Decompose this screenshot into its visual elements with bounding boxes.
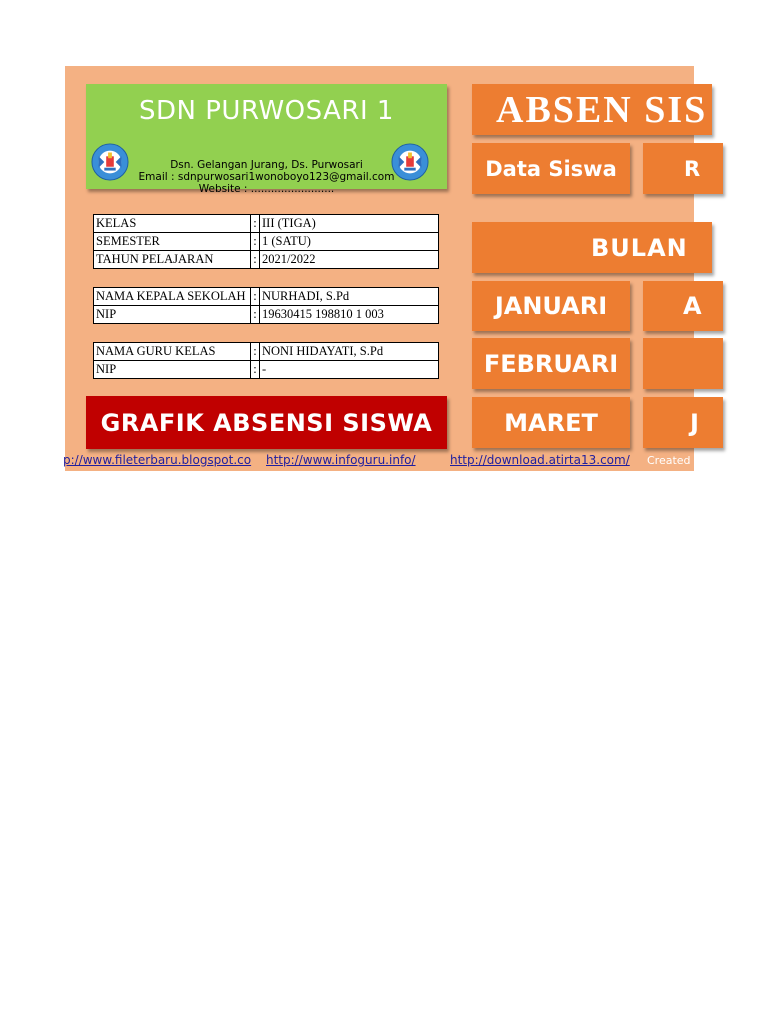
month-button-col2-row3[interactable]: J (643, 397, 723, 448)
row-label: NAMA KEPALA SEKOLAH (94, 288, 251, 306)
link-infoguru[interactable]: http://www.infoguru.info/ (266, 453, 416, 467)
school-website: Website : ......................... (198, 183, 335, 195)
school-address: Dsn. Gelangan Jurang, Ds. Purwosari (170, 159, 363, 171)
row-label: NAMA GURU KELAS (94, 343, 251, 361)
row-value[interactable]: III (TIGA) (260, 215, 439, 233)
table-row (94, 233, 439, 251)
tut-wuri-handayani-logo-right (391, 143, 429, 181)
row-separator: : (251, 343, 260, 361)
school-name: SDN PURWOSARI 1 (139, 96, 394, 126)
row-label: SEMESTER (94, 233, 251, 251)
grafik-absensi-button[interactable]: GRAFIK ABSENSI SISWA (86, 396, 447, 449)
tut-wuri-handayani-logo-left (91, 143, 129, 181)
row-label: KELAS (94, 215, 251, 233)
class-info-table (93, 214, 439, 269)
row-separator: : (251, 361, 260, 379)
row-value[interactable]: NONI HIDAYATI, S.Pd (260, 343, 439, 361)
row-separator: : (251, 306, 260, 324)
link-atirta13[interactable]: http://download.atirta13.com/ (450, 453, 630, 467)
teacher-info-table (93, 342, 439, 379)
table-row (94, 251, 439, 269)
table-row (94, 361, 439, 379)
bulan-header: BULAN (472, 222, 712, 273)
table-row (94, 288, 439, 306)
row-value[interactable]: 2021/2022 (260, 251, 439, 269)
data-siswa-button[interactable]: Data Siswa (472, 143, 630, 194)
row-separator: : (251, 288, 260, 306)
month-button-februari[interactable]: FEBRUARI (472, 338, 630, 389)
spreadsheet-sheet (63, 66, 708, 471)
row-separator: : (251, 251, 260, 269)
school-header-box (86, 84, 447, 195)
link-fileterbaru[interactable]: p://www.fileterbaru.blogspot.co (63, 453, 252, 467)
month-button-maret[interactable]: MARET (472, 397, 630, 448)
row-separator: : (251, 233, 260, 251)
school-email: Email : sdnpurwosari1wonoboyo123@gmail.com (138, 171, 395, 183)
month-button-col2-row2[interactable] (643, 338, 723, 389)
month-button-januari[interactable]: JANUARI (472, 281, 630, 331)
row-label: NIP (94, 306, 251, 324)
row-value[interactable]: 19630415 198810 1 003 (260, 306, 439, 324)
month-button-col2-row1[interactable]: A (643, 281, 723, 331)
headmaster-info-table (93, 287, 439, 324)
row-value[interactable]: - (260, 361, 439, 379)
created-label: Created (647, 454, 691, 467)
row-label: NIP (94, 361, 251, 379)
row-value[interactable]: NURHADI, S.Pd (260, 288, 439, 306)
table-row (94, 306, 439, 324)
absen-siswa-title: ABSEN SIS (472, 84, 712, 135)
table-row (94, 215, 439, 233)
row-label: TAHUN PELAJARAN (94, 251, 251, 269)
row-value[interactable]: 1 (SATU) (260, 233, 439, 251)
row-separator: : (251, 215, 260, 233)
nav-button-2[interactable]: R (643, 143, 723, 194)
table-row (94, 343, 439, 361)
